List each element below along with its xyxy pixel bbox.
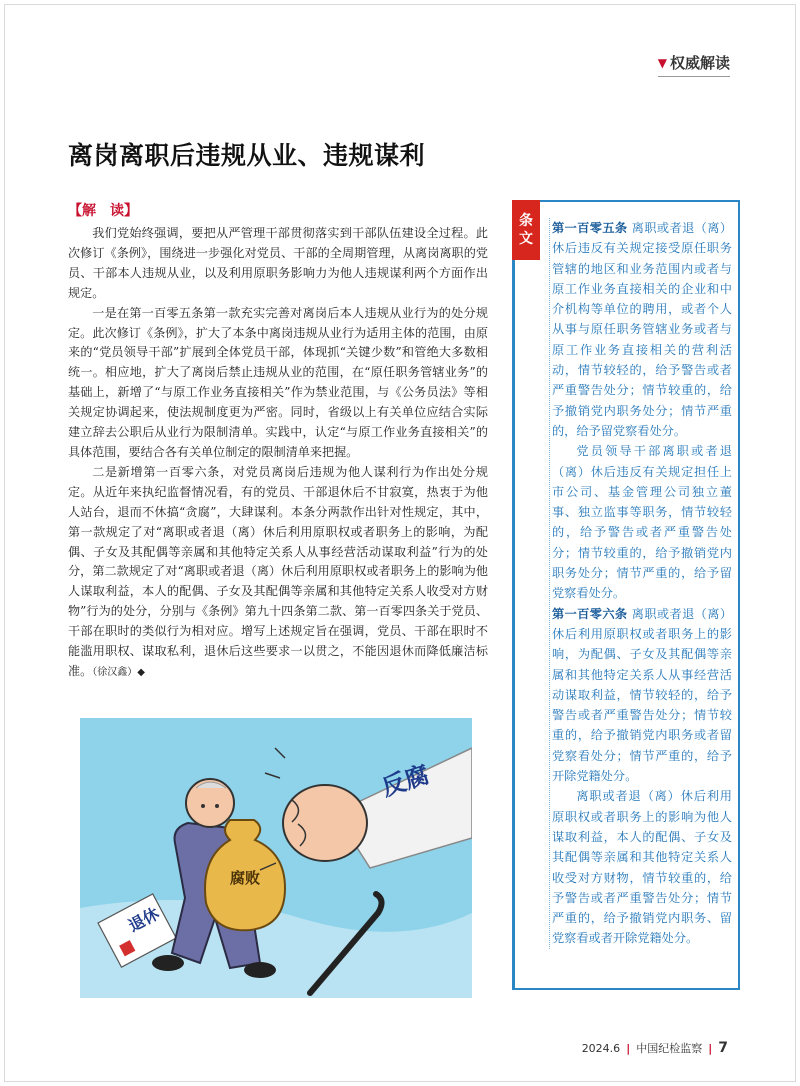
issue-date: 2024.6 [581, 1041, 621, 1055]
article-text-box [512, 200, 740, 990]
magazine-name: 中国纪检监察 [636, 1042, 703, 1055]
article-106-para-2: 离职或者退（离）休后利用原职权或者职务上的影响为他人谋取利益，本人的配偶、子女及其配偶等亲属和其他特定关系人收受对方财物，情节较重的，给予警告或者严重警告处分；情节严重的，给予撤销党内职务、留党察看或者开除党籍处分。 [552, 789, 732, 946]
tag-underline [658, 76, 730, 77]
page-footer [582, 1040, 728, 1056]
article-tab-char-1: 条 [519, 213, 533, 229]
article-106-para-1 [552, 604, 732, 787]
footer-separator: | [626, 1041, 631, 1055]
interpretation-label: 【解 读】 [68, 203, 138, 219]
interpretation-column [68, 200, 488, 683]
article-106-number: 第一百零六条 [552, 606, 628, 621]
article-106-text: 离职或者退（离）休后利用原职权或者职务上的影响，为配偶、子女及其配偶等亲属和其他特定关系人从事经营活动谋取利益，情节较轻的，给予警告或者严重警告处分；情节较重的，给予撤销党内职务或者留党察看处分；情节严重的，给予开除党籍处分。 [552, 606, 733, 784]
article-tab-char-2: 文 [519, 231, 533, 247]
article-tab [512, 200, 540, 260]
article-105-para-1 [552, 218, 732, 441]
corruption-bag-text: 腐败 [230, 869, 261, 887]
interpretation-paragraph-3 [68, 463, 488, 683]
triangle-down-icon: ▼ [657, 55, 667, 70]
retirement-paper-text: 退休 [125, 903, 163, 936]
column-tag [658, 52, 730, 73]
page-title: 离岗离职后违规从业、违规谋利 [68, 141, 426, 170]
article-105-text: 离职或者退（离）休后违反有关规定接受原任职务管辖的地区和业务范围内或者与原工作业务直接相关的企业和中介机构等单位的聘用，或者个人从事与原任职务管辖业务或者与原工作业务直接相关的营利活动，情节较轻的，给予警告或者严重警告处分；情节较重的，给予撤销党内职务处分；情节严重的，给予留党察看处分。 [552, 221, 733, 438]
footer-separator-2: | [708, 1041, 713, 1055]
column-tag-label: 权威解读 [669, 54, 730, 72]
paragraph-3-text: 二是新增第一百零六条，对党员离岗后违规为他人谋利行为作出处分规定。从近年来执纪监督情况看，有的党员、干部退休后不甘寂寞，热衷于为他人站台，退而不休搞“贪腐”，大肆谋利。本条分两款作出针对性规定，其中，第一款规定了对“离职或者退（离）休后利用原职权或者职务上的影响，为配偶、子女及其配偶等亲属和其他特定关系人从事经营活动谋取利益”行为的处分，第二款规定了对“离职或者退（离）休后利用原职权或者职务上的影响为他人谋取利益，本人的配偶、子女及其配偶等亲属和其他特定关系人收受对方财物”行为的处分，分别与《条例》第九十四条第二款、第一百零四条关于党员、干部在职时的类似行为相对应。增写上述规定旨在强调，党员、干部在职时不能滥用职权、谋取私利，退休后这些要求一以贯之，不能因退休而降低廉洁标准。 [68, 464, 488, 678]
interpretation-paragraph-2: 一是在第一百零五条第一款充实完善对离岗后本人违规从业行为的处分规定。此次修订《条例》，扩大了本条中离岗违规从业行为适用主体的范围，由原来的“党员领导干部”扩展到全体党员干部，体现抓“关键少数”和管绝大多数相统一。相应地，扩大了离岗后禁止违规从业的范围，在“原任职务管辖业务”的基础上，新增了“与原工作业务直接相关”作为禁业范围，与《公务员法》等相关规定协调起来，使法规制度更为严密。同时，省级以上有关单位应结合实际建立辞去公职后从业行为限制清单。实践中，认定“与原工作业务直接相关”的具体范围，要结合各有关单位制定的限制清单来把握。 [68, 305, 488, 459]
author: （徐汉鑫） [92, 666, 138, 678]
article-105-number: 第一百零五条 [552, 221, 628, 235]
end-mark-icon: ◆ [137, 666, 145, 678]
article-105-para-2: 党员领导干部离职或者退（离）休后违反有关规定担任上市公司、基金管理公司独立董事、独立监事等职务，情节较轻的，给予警告或者严重警告处分；情节较重的，给予撤销党内职务处分；情节严重的，给予留党察看处分。 [552, 444, 732, 601]
article-content [549, 218, 732, 949]
page-number: 7 [718, 1040, 728, 1056]
anti-corruption-illustration [80, 718, 472, 998]
interpretation-paragraph-1: 我们党始终强调，要把从严管理干部贯彻落实到干部队伍建设全过程。此次修订《条例》，围绕进一步强化对党员、干部的全周期管理，从离岗离职的党员、干部本人违规从业，以及利用原职务影响力为他人违规谋利两个方面作出规定。 [68, 226, 488, 300]
anti-corruption-sleeve-text: 反腐 [378, 760, 433, 802]
